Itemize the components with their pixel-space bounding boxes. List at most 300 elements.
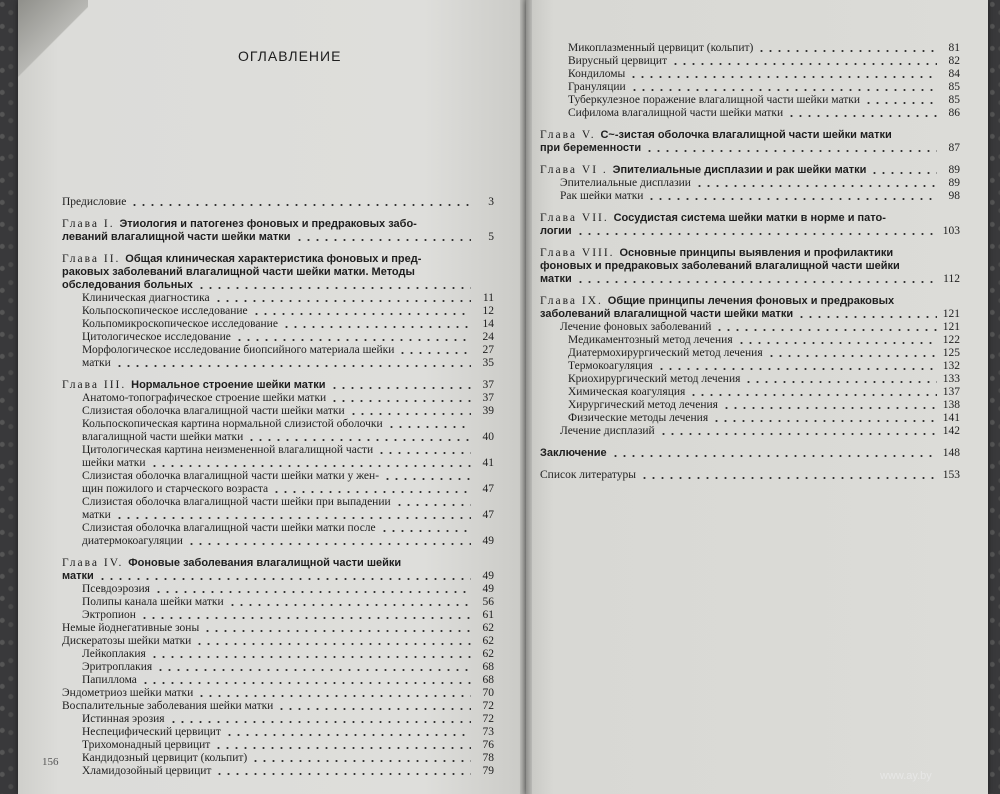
toc-entry (540, 107, 960, 120)
toc-entry-text: щин пожилого и старческого возраста (82, 483, 269, 495)
page-ref: 141 (942, 412, 960, 424)
toc-entry-text: Кондиломы (568, 68, 626, 80)
dot-leader (228, 604, 471, 606)
page-ref: 11 (482, 292, 494, 304)
dot-leader (645, 150, 937, 152)
toc-entry (62, 196, 494, 209)
toc-entry-text (540, 308, 793, 321)
toc-entry (540, 68, 960, 81)
dot-leader (150, 465, 471, 467)
chapter-label: Глава VII. (540, 212, 614, 224)
toc-entry-text: Кольпомикроскопическое исследование (82, 318, 278, 330)
dot-leader (689, 394, 937, 396)
toc-line (82, 457, 494, 470)
dot-leader (640, 477, 937, 479)
toc-line (62, 687, 494, 700)
dot-leader (247, 439, 471, 441)
toc-entry (540, 81, 960, 94)
toc-entry-text (62, 231, 291, 244)
toc-entry (62, 609, 494, 622)
toc-entry (62, 713, 494, 726)
chapter-heading-line (540, 273, 960, 286)
toc-line (568, 347, 960, 360)
toc-entry-text: Немые йоднегативные зоны (62, 622, 200, 634)
spacer (540, 238, 960, 247)
book-spine (520, 0, 532, 794)
dot-leader (629, 76, 937, 78)
toc-line (568, 94, 960, 107)
chapter-title: обследования больных (62, 279, 193, 291)
toc-entry (62, 752, 494, 765)
dot-leader (251, 760, 471, 762)
page-corner-fold (18, 0, 88, 120)
toc-entry-text: Морфологическое исследование биопсийного материала шейки (82, 344, 395, 356)
toc-line (560, 190, 960, 203)
toc-entry-text: Клиническая диагностика (82, 292, 210, 304)
toc-entry-text: Диатермохирургический метод лечения (568, 347, 763, 359)
toc-line (62, 635, 494, 648)
page-ref: 39 (482, 405, 494, 417)
chapter-heading-line (540, 212, 960, 225)
page-ref: 89 (948, 164, 960, 176)
toc-entry (540, 373, 960, 386)
toc-entry-text: Трихомонадный цервицит (82, 739, 211, 751)
toc-entry (62, 483, 494, 496)
dot-leader (647, 198, 937, 200)
dot-leader (744, 381, 937, 383)
page-ref: 86 (948, 107, 960, 119)
dot-leader (130, 204, 471, 206)
toc-line (560, 425, 960, 438)
toc-entry (62, 674, 494, 687)
toc-entry-text: Лечение дисплазий (560, 425, 655, 437)
toc-line (568, 373, 960, 386)
toc-entry-text: Папиллома (82, 674, 137, 686)
toc-line (62, 379, 494, 392)
chapter-heading-line (62, 266, 494, 279)
toc-line (82, 331, 494, 344)
toc-entry (62, 739, 494, 752)
page-ref: 68 (482, 661, 494, 673)
chapter-label: Глава II. (62, 253, 126, 265)
dot-leader (630, 89, 937, 91)
page-ref: 37 (482, 392, 494, 404)
page-ref: 68 (482, 674, 494, 686)
toc-line (568, 55, 960, 68)
toc-entry-text: Лечение фоновых заболеваний (560, 321, 712, 333)
dot-leader (235, 339, 471, 341)
chapter-heading-line (62, 570, 494, 583)
toc-entry-text: Слизистая оболочка влагалищной части шейки матки (82, 405, 345, 417)
toc-entry (540, 295, 960, 321)
toc-entry (62, 661, 494, 674)
toc-line (82, 357, 494, 370)
page-ref: 49 (482, 583, 494, 595)
spacer (540, 438, 960, 447)
page-ref: 137 (942, 386, 960, 398)
toc-entry-text (62, 570, 94, 583)
toc-entry-text: Эндометриоз шейки матки (62, 687, 194, 699)
page-ref: 85 (948, 81, 960, 93)
dot-leader (395, 504, 471, 506)
toc-entry-text: матки (82, 357, 111, 369)
toc-entry (540, 469, 960, 482)
page-ref: 132 (942, 360, 960, 372)
dot-leader (671, 63, 937, 65)
toc-entry-text: Анатомо-топографическое строение шейки матки (82, 392, 327, 404)
page-ref: 103 (942, 225, 960, 237)
page-ref: 142 (942, 425, 960, 437)
page-ref: 35 (482, 357, 494, 369)
toc-entry (62, 557, 494, 583)
page-number: 156 (42, 756, 59, 768)
toc-line (82, 648, 494, 661)
dot-leader (695, 185, 937, 187)
toc-entry-text: Эктропион (82, 609, 136, 621)
chapter-title: Эпителиальные дисплазии и рак шейки матки (612, 164, 867, 176)
dot-leader (98, 578, 471, 580)
dot-leader (576, 281, 937, 283)
spacer (540, 286, 960, 295)
page-ref: 37 (482, 379, 494, 391)
chapter-heading-line (62, 218, 494, 231)
toc-left-column (62, 196, 494, 778)
chapter-heading-line (62, 253, 494, 266)
toc-line (82, 444, 494, 457)
chapter-label: Глава VIII. (540, 247, 620, 259)
toc-line (540, 164, 960, 177)
chapter-label: Глава V. (540, 129, 601, 141)
toc-entry-text (540, 225, 572, 238)
toc-entry (62, 357, 494, 370)
toc-entry (540, 334, 960, 347)
toc-entry-text: диатермокоагуляции (82, 535, 183, 547)
toc-entry-text (540, 273, 572, 286)
toc-entry-text: Эпителиальные дисплазии (560, 177, 691, 189)
toc-entry-text: Химическая коагуляция (568, 386, 686, 398)
toc-entry (540, 399, 960, 412)
chapter-title: логии (540, 225, 572, 237)
dot-leader (203, 630, 471, 632)
toc-line (82, 609, 494, 622)
chapter-title: Этиология и патогенез фоновых и предраковых забо- (119, 218, 417, 230)
chapter-title: Общая клиническая характеристика фоновых и пред- (125, 253, 422, 265)
dot-leader (787, 115, 937, 117)
toc-entry (540, 212, 960, 238)
toc-entry (62, 496, 494, 509)
page-ref: 121 (942, 308, 960, 320)
dot-leader (215, 773, 471, 775)
spacer (62, 548, 494, 557)
chapter-title: заболеваний влагалищной части шейки матки (540, 308, 794, 320)
dot-leader (864, 102, 937, 104)
page-ref: 12 (482, 305, 494, 317)
page-ref: 49 (482, 535, 494, 547)
page-ref: 87 (948, 142, 960, 154)
page-ref: 125 (942, 347, 960, 359)
toc-entry-text: Истинная эрозия (82, 713, 165, 725)
spacer (62, 370, 494, 379)
chapter-heading-line (540, 295, 960, 308)
dot-leader (870, 172, 937, 174)
toc-entry (62, 344, 494, 357)
toc-entry-text: Слизистая оболочка влагалищной части шейки матки у жен- (82, 470, 380, 482)
dot-leader (141, 682, 471, 684)
toc-line (82, 431, 494, 444)
chapter-title: матки (540, 273, 572, 285)
dot-leader (330, 387, 471, 389)
page-ref: 47 (482, 509, 494, 521)
toc-entry (540, 321, 960, 334)
toc-entry (62, 648, 494, 661)
page-ref: 14 (482, 318, 494, 330)
spacer (62, 244, 494, 253)
page-ref: 79 (482, 765, 494, 777)
chapter-label: Глава VI . (540, 164, 613, 176)
dot-leader (252, 313, 471, 315)
dot-leader (140, 617, 471, 619)
chapter-label: Глава III. (62, 379, 132, 391)
toc-entry (62, 509, 494, 522)
toc-entry (540, 94, 960, 107)
toc-entry-text: Рак шейки матки (560, 190, 644, 202)
toc-line (82, 596, 494, 609)
page-ref: 122 (942, 334, 960, 346)
toc-line (82, 661, 494, 674)
chapter-heading-line (62, 231, 494, 244)
dot-leader (195, 643, 471, 645)
dot-leader (282, 326, 471, 328)
toc-entry-text: Полипы канала шейки матки (82, 596, 224, 608)
page-ref: 27 (482, 344, 494, 356)
spacer (62, 209, 494, 218)
toc-entry-text: Термокоагуляция (568, 360, 653, 372)
toc-line (82, 405, 494, 418)
chapter-title: леваний влагалищной части шейки матки (62, 231, 291, 243)
page-ref: 47 (482, 483, 494, 495)
toc-entry (540, 164, 960, 177)
chapter-title: раковых заболеваний влагалищной части шейки матки. Методы (62, 266, 415, 278)
chapter-heading-line (540, 129, 960, 142)
toc-entry-text (62, 279, 193, 292)
toc-entry (540, 360, 960, 373)
page-ref: 5 (488, 231, 494, 243)
chapter-heading-line (540, 142, 960, 155)
spacer (540, 120, 960, 129)
dot-leader (330, 400, 471, 402)
entry-bold-text: Заключение (540, 447, 607, 459)
toc-entry-text: Цитологическая картина неизмененной влагалищной части (82, 444, 374, 456)
toc-line (82, 483, 494, 496)
toc-line (560, 321, 960, 334)
toc-line (568, 107, 960, 120)
chapter-title: матки (62, 570, 94, 582)
toc-line (82, 418, 494, 431)
toc-entry-text: Предисловие (62, 196, 127, 208)
dot-leader (225, 734, 471, 736)
toc-line (82, 522, 494, 535)
toc-entry (62, 253, 494, 292)
toc-entry-text: Криохирургический метод лечения (568, 373, 741, 385)
page-ref: 61 (482, 609, 494, 621)
toc-entry (62, 457, 494, 470)
toc-entry (540, 190, 960, 203)
toc-entry (62, 392, 494, 405)
page-ref: 72 (482, 700, 494, 712)
chapter-title: при беременности (540, 142, 642, 154)
dot-leader (398, 352, 471, 354)
dot-leader (377, 452, 471, 454)
toc-entry (62, 431, 494, 444)
dot-leader (722, 407, 937, 409)
toc-line (82, 739, 494, 752)
page-ref: 56 (482, 596, 494, 608)
toc-entry-text: влагалищной части шейки матки (82, 431, 244, 443)
toc-entry-text (540, 447, 607, 460)
page-ref: 72 (482, 713, 494, 725)
toc-entry (62, 687, 494, 700)
dot-leader (737, 342, 937, 344)
toc-line (82, 392, 494, 405)
dot-leader (383, 478, 471, 480)
toc-entry (540, 447, 960, 460)
toc-line (62, 622, 494, 635)
dot-leader (277, 708, 471, 710)
page-ref: 81 (948, 42, 960, 54)
page-ref: 40 (482, 431, 494, 443)
toc-line (82, 318, 494, 331)
page-ref: 121 (942, 321, 960, 333)
dot-leader (349, 413, 471, 415)
page-ref: 73 (482, 726, 494, 738)
toc-entry (62, 765, 494, 778)
toc-entry-text (540, 164, 866, 177)
toc-entry (62, 305, 494, 318)
dot-leader (169, 721, 471, 723)
toc-entry (62, 292, 494, 305)
page-ref: 78 (482, 752, 494, 764)
toc-entry-text (62, 379, 326, 392)
toc-entry (540, 129, 960, 155)
dot-leader (715, 329, 937, 331)
page-ref: 62 (482, 635, 494, 647)
page-ref: 76 (482, 739, 494, 751)
toc-line (82, 583, 494, 596)
page-ref: 112 (943, 273, 960, 285)
toc-entry-text: шейки матки (82, 457, 146, 469)
chapter-label: Глава IV. (62, 557, 129, 569)
dot-leader (659, 433, 937, 435)
toc-entry-text: Псевдоэрозия (82, 583, 150, 595)
toc-line (568, 334, 960, 347)
toc-line (540, 447, 960, 460)
chapter-label: Глава I. (62, 218, 120, 230)
dot-leader (214, 747, 471, 749)
chapter-label: Глава IX. (540, 295, 608, 307)
page-ref: 49 (482, 570, 494, 582)
toc-entry-text: Лейкоплакия (82, 648, 146, 660)
toc-entry-text: Кольпоскопическая картина нормальной слизистой оболочки (82, 418, 383, 430)
chapter-heading-line (540, 260, 960, 273)
page-ref: 85 (948, 94, 960, 106)
toc-line (568, 81, 960, 94)
dot-leader (295, 239, 471, 241)
dot-leader (657, 368, 937, 370)
page-ref: 84 (948, 68, 960, 80)
toc-entry-text: Воспалительные заболевания шейки матки (62, 700, 274, 712)
page-ref: 3 (488, 196, 494, 208)
dot-leader (156, 669, 471, 671)
toc-entry (62, 596, 494, 609)
toc-entry (540, 412, 960, 425)
dot-leader (757, 50, 937, 52)
toc-line (568, 42, 960, 55)
toc-entry-text: Цитологическое исследование (82, 331, 231, 343)
chapter-title: фоновых и предраковых заболеваний влагалищной части шейки (540, 260, 900, 272)
toc-line (62, 700, 494, 713)
page-ref: 138 (942, 399, 960, 411)
toc-entry (62, 405, 494, 418)
toc-line (82, 713, 494, 726)
page-ref: 133 (942, 373, 960, 385)
toc-line (568, 386, 960, 399)
page-ref: 62 (482, 648, 494, 660)
page-ref: 148 (942, 447, 960, 459)
toc-line (82, 496, 494, 509)
toc-entry (62, 470, 494, 483)
chapter-title: Сосудистая система шейки матки в норме и пато- (613, 212, 886, 224)
toc-entry (62, 522, 494, 535)
toc-right-column (540, 42, 960, 482)
dot-leader (712, 420, 937, 422)
page-ref: 82 (948, 55, 960, 67)
toc-entry (540, 177, 960, 190)
chapter-title: Нормальное строение шейки матки (131, 379, 326, 391)
page-ref: 89 (948, 177, 960, 189)
toc-entry-text: Кандидозный цервицит (кольпит) (82, 752, 248, 764)
toc-entry (62, 700, 494, 713)
dot-leader (380, 530, 471, 532)
toc-entry (540, 347, 960, 360)
toc-line (62, 196, 494, 209)
toc-entry (62, 331, 494, 344)
toc-line (82, 292, 494, 305)
page-ref: 41 (482, 457, 494, 469)
dot-leader (611, 455, 937, 457)
dot-leader (197, 287, 471, 289)
toc-entry (62, 635, 494, 648)
chapter-heading-line (540, 308, 960, 321)
dot-leader (387, 426, 471, 428)
dot-leader (797, 316, 937, 318)
spacer (540, 460, 960, 469)
toc-line (82, 344, 494, 357)
chapter-heading-line (62, 279, 494, 292)
toc-entry (62, 622, 494, 635)
toc-entry-text: Слизистая оболочка влагалищной части шейки матки после (82, 522, 376, 534)
chapter-heading-line (62, 557, 494, 570)
toc-entry-text: Туберкулезное поражение влагалищной части шейки матки (568, 94, 861, 106)
toc-entry-text: Список литературы (540, 469, 636, 481)
page-ref: 24 (482, 331, 494, 343)
toc-entry-text (540, 142, 641, 155)
dot-leader (767, 355, 937, 357)
toc-entry-text: Медикаментозный метод лечения (568, 334, 733, 346)
toc-line (540, 469, 960, 482)
toc-line (82, 765, 494, 778)
chapter-title: Общие принципы лечения фоновых и предраковых (607, 295, 895, 307)
toc-entry-text: Вирусный цервицит (568, 55, 668, 67)
